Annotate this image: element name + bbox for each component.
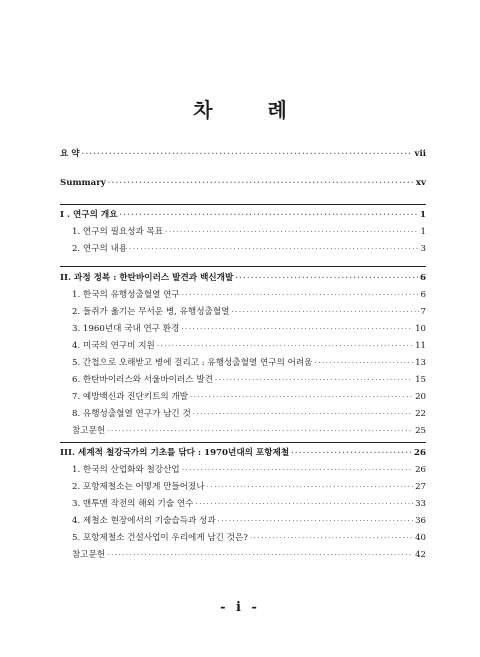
leader-dots <box>215 374 413 386</box>
toc-entry-text: 참고문헌 <box>72 426 106 436</box>
toc-entry-page: 25 <box>415 426 426 436</box>
toc-entry-page: 27 <box>415 482 426 492</box>
toc-entry-page: 33 <box>415 499 426 509</box>
toc-entry-text: 8. 유행성출혈열 연구가 남긴 것 <box>72 409 191 419</box>
toc-entry-text: 요 약 <box>60 149 80 159</box>
toc-entry-text: 1. 연구의 필요성과 목표 <box>72 227 164 237</box>
leader-dots <box>165 226 418 238</box>
toc-entry-text: 2. 포항제철소는 어떻게 만들어졌나 <box>72 482 205 492</box>
toc-entry-page: xv <box>415 178 426 188</box>
toc-entry-page: 10 <box>415 324 426 334</box>
toc-entry-page: 36 <box>415 516 426 526</box>
leader-dots <box>193 408 413 420</box>
toc-entry-text: I . 연구의 개요 <box>60 210 118 220</box>
toc-entry-page: 1 <box>420 210 426 220</box>
leader-dots <box>315 357 414 369</box>
toc-entry[interactable] <box>72 408 426 420</box>
toc-entry-summary-en[interactable] <box>60 177 426 189</box>
leader-dots <box>231 306 418 318</box>
toc-entry-page: vii <box>414 149 426 159</box>
leader-dots <box>182 464 413 476</box>
toc-entry-text: II. 과정 정복 : 한탄바이러스 발견과 백신개발 <box>60 273 234 283</box>
toc-entry-text: 5. 포항제철소 건설사업이 우리에게 남긴 것은? <box>72 533 248 543</box>
toc-entry-page: 15 <box>415 375 426 385</box>
leader-dots <box>107 549 413 561</box>
toc-entry-text: 7. 예방백신과 진단키트의 개발 <box>72 392 189 402</box>
leader-dots <box>218 515 413 527</box>
toc-entry[interactable] <box>72 515 426 527</box>
toc-entry-text: 6. 한탄바이러스와 서울바이러스 발견 <box>72 375 213 385</box>
toc-entry[interactable] <box>72 464 426 476</box>
toc-entry-page: 22 <box>415 409 426 419</box>
toc-entry-references[interactable] <box>72 549 426 561</box>
toc-chapter-2-heading[interactable] <box>60 272 426 284</box>
toc-entry-text: 2. 연구의 내용 <box>72 244 128 254</box>
toc-entry-text: 1. 한국의 유행성출혈열 연구 <box>72 290 180 300</box>
toc-entry[interactable] <box>72 532 426 544</box>
section-divider <box>60 266 426 267</box>
toc-entry-page: 7 <box>420 307 426 317</box>
toc-entry[interactable] <box>72 243 426 255</box>
leader-dots <box>195 498 413 510</box>
toc-entry-text: 참고문헌 <box>72 550 106 560</box>
leader-dots <box>120 209 419 221</box>
toc-entry[interactable] <box>72 289 426 301</box>
leader-dots <box>207 481 413 493</box>
leader-dots <box>182 289 419 301</box>
toc-entry[interactable] <box>72 374 426 386</box>
toc-entry-text: 2. 들쥐가 옮기는 무서운 병, 유행성출혈열 <box>72 307 230 317</box>
toc-entry-page: 40 <box>415 533 426 543</box>
toc-entry-text: 5. 간첩으로 오해받고 병에 걸리고 : 유행성출혈열 연구의 어려움 <box>72 358 313 368</box>
leader-dots <box>291 447 412 459</box>
toc-entry-page: 26 <box>415 465 426 475</box>
leader-dots <box>108 177 414 189</box>
toc-chapter-3-heading[interactable] <box>60 447 426 459</box>
toc-entry[interactable] <box>72 226 426 238</box>
toc-entry[interactable] <box>72 498 426 510</box>
leader-dots <box>107 425 413 437</box>
toc-entry[interactable] <box>72 306 426 318</box>
toc-entry-text: 1. 한국의 산업화와 철강산업 <box>72 465 180 475</box>
page-title: 차 례 <box>193 98 311 122</box>
leader-dots <box>157 340 413 352</box>
toc-entry-text: 4. 미국의 연구비 지원 <box>72 341 155 351</box>
toc-entry[interactable] <box>72 340 426 352</box>
leader-dots <box>129 243 418 255</box>
toc-chapter-1-heading[interactable] <box>60 209 426 221</box>
leader-dots <box>82 148 413 160</box>
leader-dots <box>250 532 413 544</box>
toc-entry-text: Summary <box>60 178 106 188</box>
leader-dots <box>190 391 413 403</box>
toc-entry-page: 42 <box>415 550 426 560</box>
toc-entry-page: 1 <box>420 227 426 237</box>
toc-entry-text: 3. 맨투맨 작전의 해외 기술 연수 <box>72 499 194 509</box>
section-divider <box>60 204 426 205</box>
section-divider <box>60 442 426 443</box>
toc-entry-text: III. 세계적 철강국가의 기초를 닦다 : 1970년대의 포항제철 <box>60 448 290 458</box>
toc-entry-summary-ko[interactable] <box>60 148 426 160</box>
toc-entry-page: 13 <box>415 358 426 368</box>
toc-entry-page: 26 <box>414 448 426 458</box>
page-number: - i - <box>220 600 260 615</box>
toc-entry[interactable] <box>72 481 426 493</box>
toc-entry[interactable] <box>72 323 426 335</box>
toc-entry-page: 6 <box>420 273 426 283</box>
toc-entry-page: 20 <box>415 392 426 402</box>
toc-entry-text: 3. 1960년대 국내 연구 환경 <box>72 324 180 334</box>
toc-entry-page: 11 <box>415 341 426 351</box>
leader-dots <box>235 272 418 284</box>
toc-entry-text: 4. 제철소 현장에서의 기술습득과 성과 <box>72 516 216 526</box>
toc-entry-page: 6 <box>420 290 426 300</box>
toc-entry[interactable] <box>72 391 426 403</box>
leader-dots <box>181 323 413 335</box>
toc-entry-page: 3 <box>420 244 426 254</box>
toc-entry-references[interactable] <box>72 425 426 437</box>
toc-entry[interactable] <box>72 357 426 369</box>
